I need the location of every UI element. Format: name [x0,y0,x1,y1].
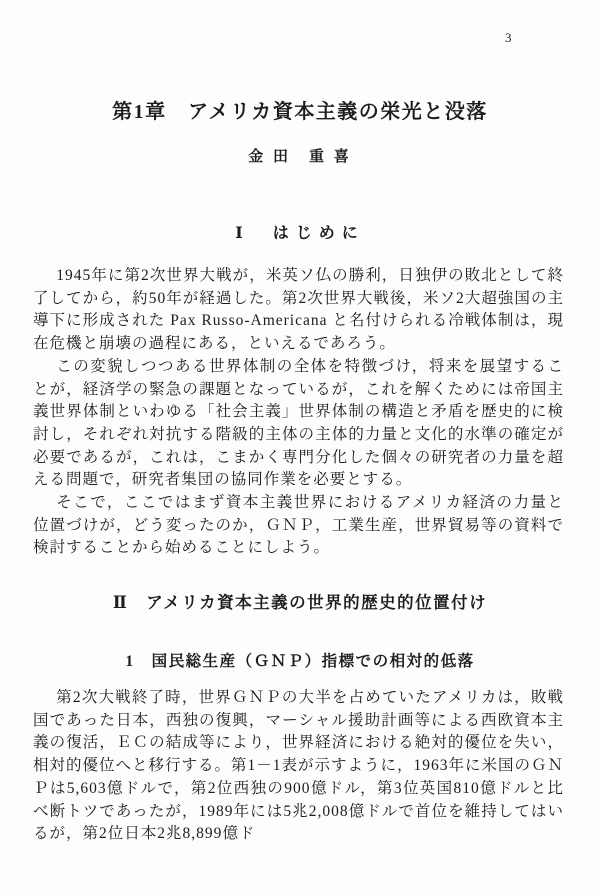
author-name: 金 田 重 喜 [248,149,352,165]
section-2-heading: Ⅱ アメリカ資本主義の世界的歴史的位置付け [112,593,488,612]
paragraph: この変貌しつつある世界体制の全体を特徴づけ，将来を展望することが，経済学の緊急の課題となっているが，これを解くためには帝国主義世界体制といわゆる「社会主義」世界体制の構造と矛盾を歴史的に検討し，それぞれ対抗する階級的主体の主体的力量と文化的水準の確定が必要であるが，これは，こまかく専門分化した個々の研究者の力量を超える問題で，研究者集団の協同作業を必要とする。 [33,357,564,489]
section-1-body [33,265,564,560]
paragraph: 第2次大戦終了時，世界ＧＮＰの大半を占めていたアメリカは，敗戦国であった日本，西独の復興，マーシャル援助計画等による西欧資本主義の復活，ＥＣの結成等により，世界経済における絶対的優位を失い，相対的優位へと移行する。第1－1表が示すように，1963年に米国のＧＮＰは5,603億ドルで，第2位西独の900億ドル，第3位英国810億ドルと比べ断トツであったが，1989年には5兆2,008億ドルで首位を維持してはいるが，第2位日本2兆8,899億ド [33,689,565,843]
paragraph: そこで，ここではまず資本主義世界におけるアメリカ経済の力量と位置づけが，どう変ったのか，ＧＮＰ，工業生産，世界貿易等の資料で検討することから始めることにしよう。 [33,494,564,557]
page-number: 3 [505,30,512,45]
subsection-1-heading: 1 国民総生産（ＧＮＰ）指標での相対的低落 [125,653,475,670]
paragraph: 1945年に第2次世界大戦が，米英ソ仏の勝利，日独伊の敗北として終了してから，約50年が経過した。第2次世界大戦後，米ソ2大超強国の主導下に形成された Pax Russo-Americana と名付けられる冷戦体制は，現在危機と崩壊の過程にある，といえるであろう。 [33,267,564,353]
subsection-1-body [33,687,564,846]
chapter-title: 第1章 アメリカ資本主義の栄光と没落 [112,101,488,123]
section-1-heading: Ⅰ はじめに [235,225,365,242]
